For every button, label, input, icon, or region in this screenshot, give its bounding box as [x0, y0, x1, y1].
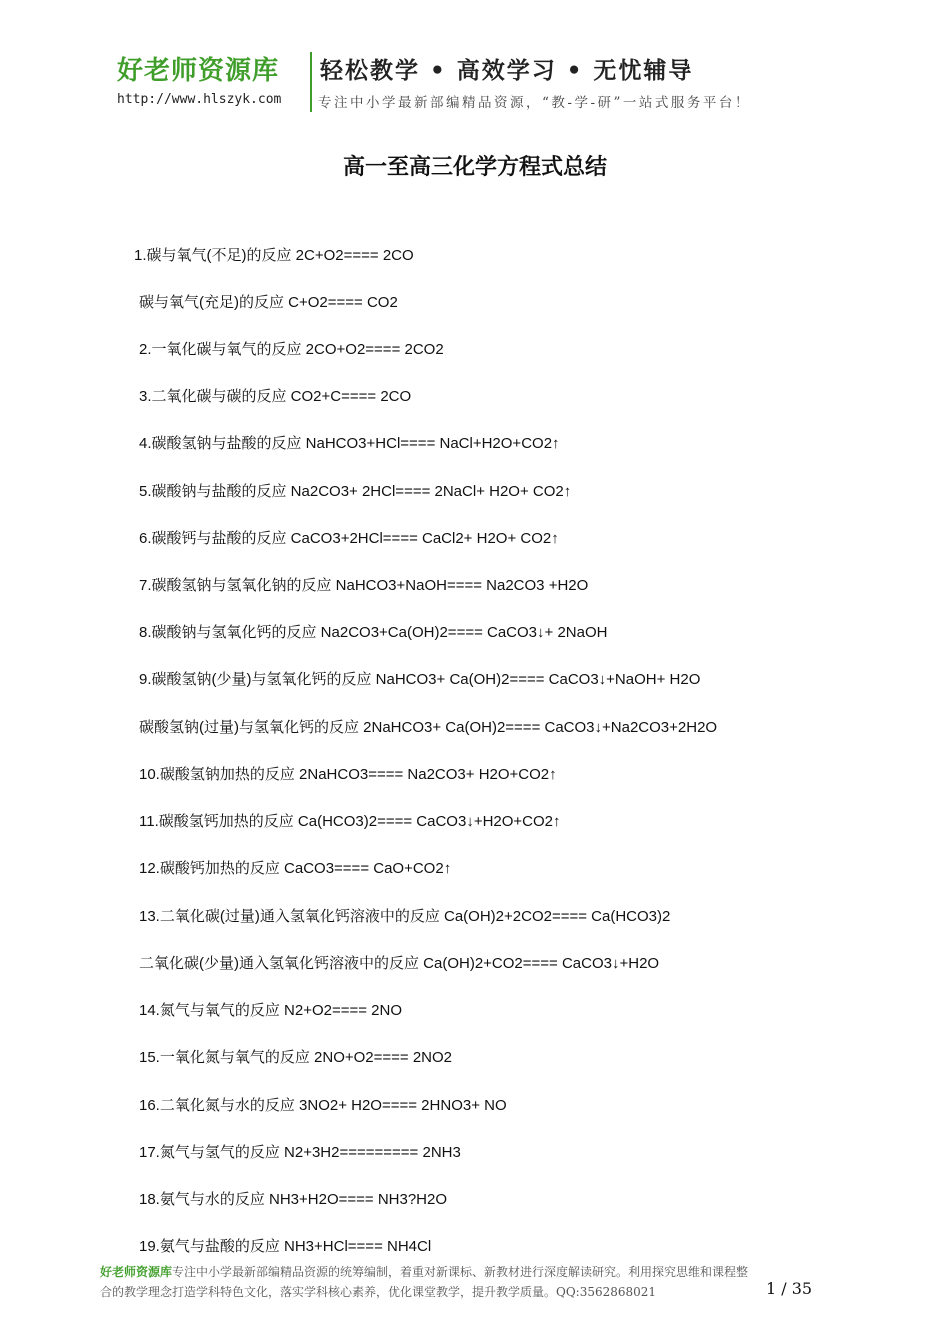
brand-slogan: 轻松教学 • 高效学习 • 无忧辅导 [320, 58, 694, 84]
equation-line: 二氧化碳(少量)通入氢氧化钙溶液中的反应 Ca(OH)2+CO2==== CaCO3↓+H2O [139, 955, 660, 972]
equation-line: 1.碳与氧气(不足)的反应 2C+O2==== 2CO [134, 247, 414, 264]
equation-line: 19.氨气与盐酸的反应 NH3+HCl==== NH4Cl [139, 1238, 432, 1255]
equation-line: 2.一氧化碳与氧气的反应 2CO+O2==== 2CO2 [139, 341, 444, 358]
equation-line: 15.一氧化氮与氧气的反应 2NO+O2==== 2NO2 [139, 1049, 453, 1066]
site-url[interactable]: http://www.hlszyk.com [117, 92, 282, 107]
equation-line: 11.碳酸氢钙加热的反应 Ca(HCO3)2==== CaCO3↓+H2O+CO2↑ [139, 813, 561, 830]
header-divider [310, 52, 312, 112]
footer-brand: 好老师资源库 [100, 1265, 173, 1279]
document-title: 高一至高三化学方程式总结 [342, 154, 607, 180]
equation-line: 5.碳酸钠与盐酸的反应 Na2CO3+ 2HCl==== 2NaCl+ H2O+ CO2↑ [139, 483, 572, 500]
equation-line: 7.碳酸氢钠与氢氧化钠的反应 NaHCO3+NaOH==== Na2CO3 +H2O [139, 577, 589, 594]
footer-text-1: 专注中小学最新部编精品资源的统筹编制，着重对新课标、新教材进行深度解读研究。利用探究思维和课程整 [172, 1265, 749, 1279]
page-header [0, 0, 950, 125]
brand-logo-text: 好老师资源库 [117, 56, 280, 86]
page-footer [100, 1262, 880, 1302]
equation-line: 碳酸氢钠(过量)与氢氧化钙的反应 2NaHCO3+ Ca(OH)2==== CaCO3↓+Na2CO3+2H2O [139, 719, 718, 736]
equation-line: 8.碳酸钠与氢氧化钙的反应 Na2CO3+Ca(OH)2==== CaCO3↓+ 2NaOH [139, 624, 608, 641]
equation-line: 12.碳酸钙加热的反应 CaCO3==== CaO+CO2↑ [139, 860, 452, 877]
equation-line: 6.碳酸钙与盐酸的反应 CaCO3+2HCl==== CaCl2+ H2O+ CO2↑ [139, 530, 559, 547]
equation-line: 18.氨气与水的反应 NH3+H2O==== NH3?H2O [139, 1191, 448, 1208]
page-number: 1 / 35 [766, 1279, 813, 1298]
footer-text-2: 合的教学理念打造学科特色文化，落实学科核心素养，优化课堂教学，提升教学质量。QQ:3562868021 [100, 1285, 657, 1299]
equation-line: 9.碳酸氢钠(少量)与氢氧化钙的反应 NaHCO3+ Ca(OH)2==== CaCO3↓+NaOH+ H2O [139, 671, 701, 688]
equation-line: 14.氮气与氧气的反应 N2+O2==== 2NO [139, 1002, 403, 1019]
equation-line: 13.二氧化碳(过量)通入氢氧化钙溶液中的反应 Ca(OH)2+2CO2==== Ca(HCO3)2 [139, 908, 671, 925]
equation-line: 3.二氧化碳与碳的反应 CO2+C==== 2CO [139, 388, 412, 405]
equation-line: 17.氮气与氢气的反应 N2+3H2========= 2NH3 [139, 1144, 461, 1161]
equation-line: 10.碳酸氢钠加热的反应 2NaHCO3==== Na2CO3+ H2O+CO2↑ [139, 766, 557, 783]
equation-line: 碳与氧气(充足)的反应 C+O2==== CO2 [139, 294, 398, 311]
footer-line-1 [100, 1262, 880, 1282]
site-tagline: 专注中小学最新部编精品资源，“教-学-研”一站式服务平台！ [318, 95, 751, 111]
equation-line: 16.二氧化氮与水的反应 3NO2+ H2O==== 2HNO3+ NO [139, 1097, 507, 1114]
equation-line: 4.碳酸氢钠与盐酸的反应 NaHCO3+HCl==== NaCl+H2O+CO2↑ [139, 435, 560, 452]
